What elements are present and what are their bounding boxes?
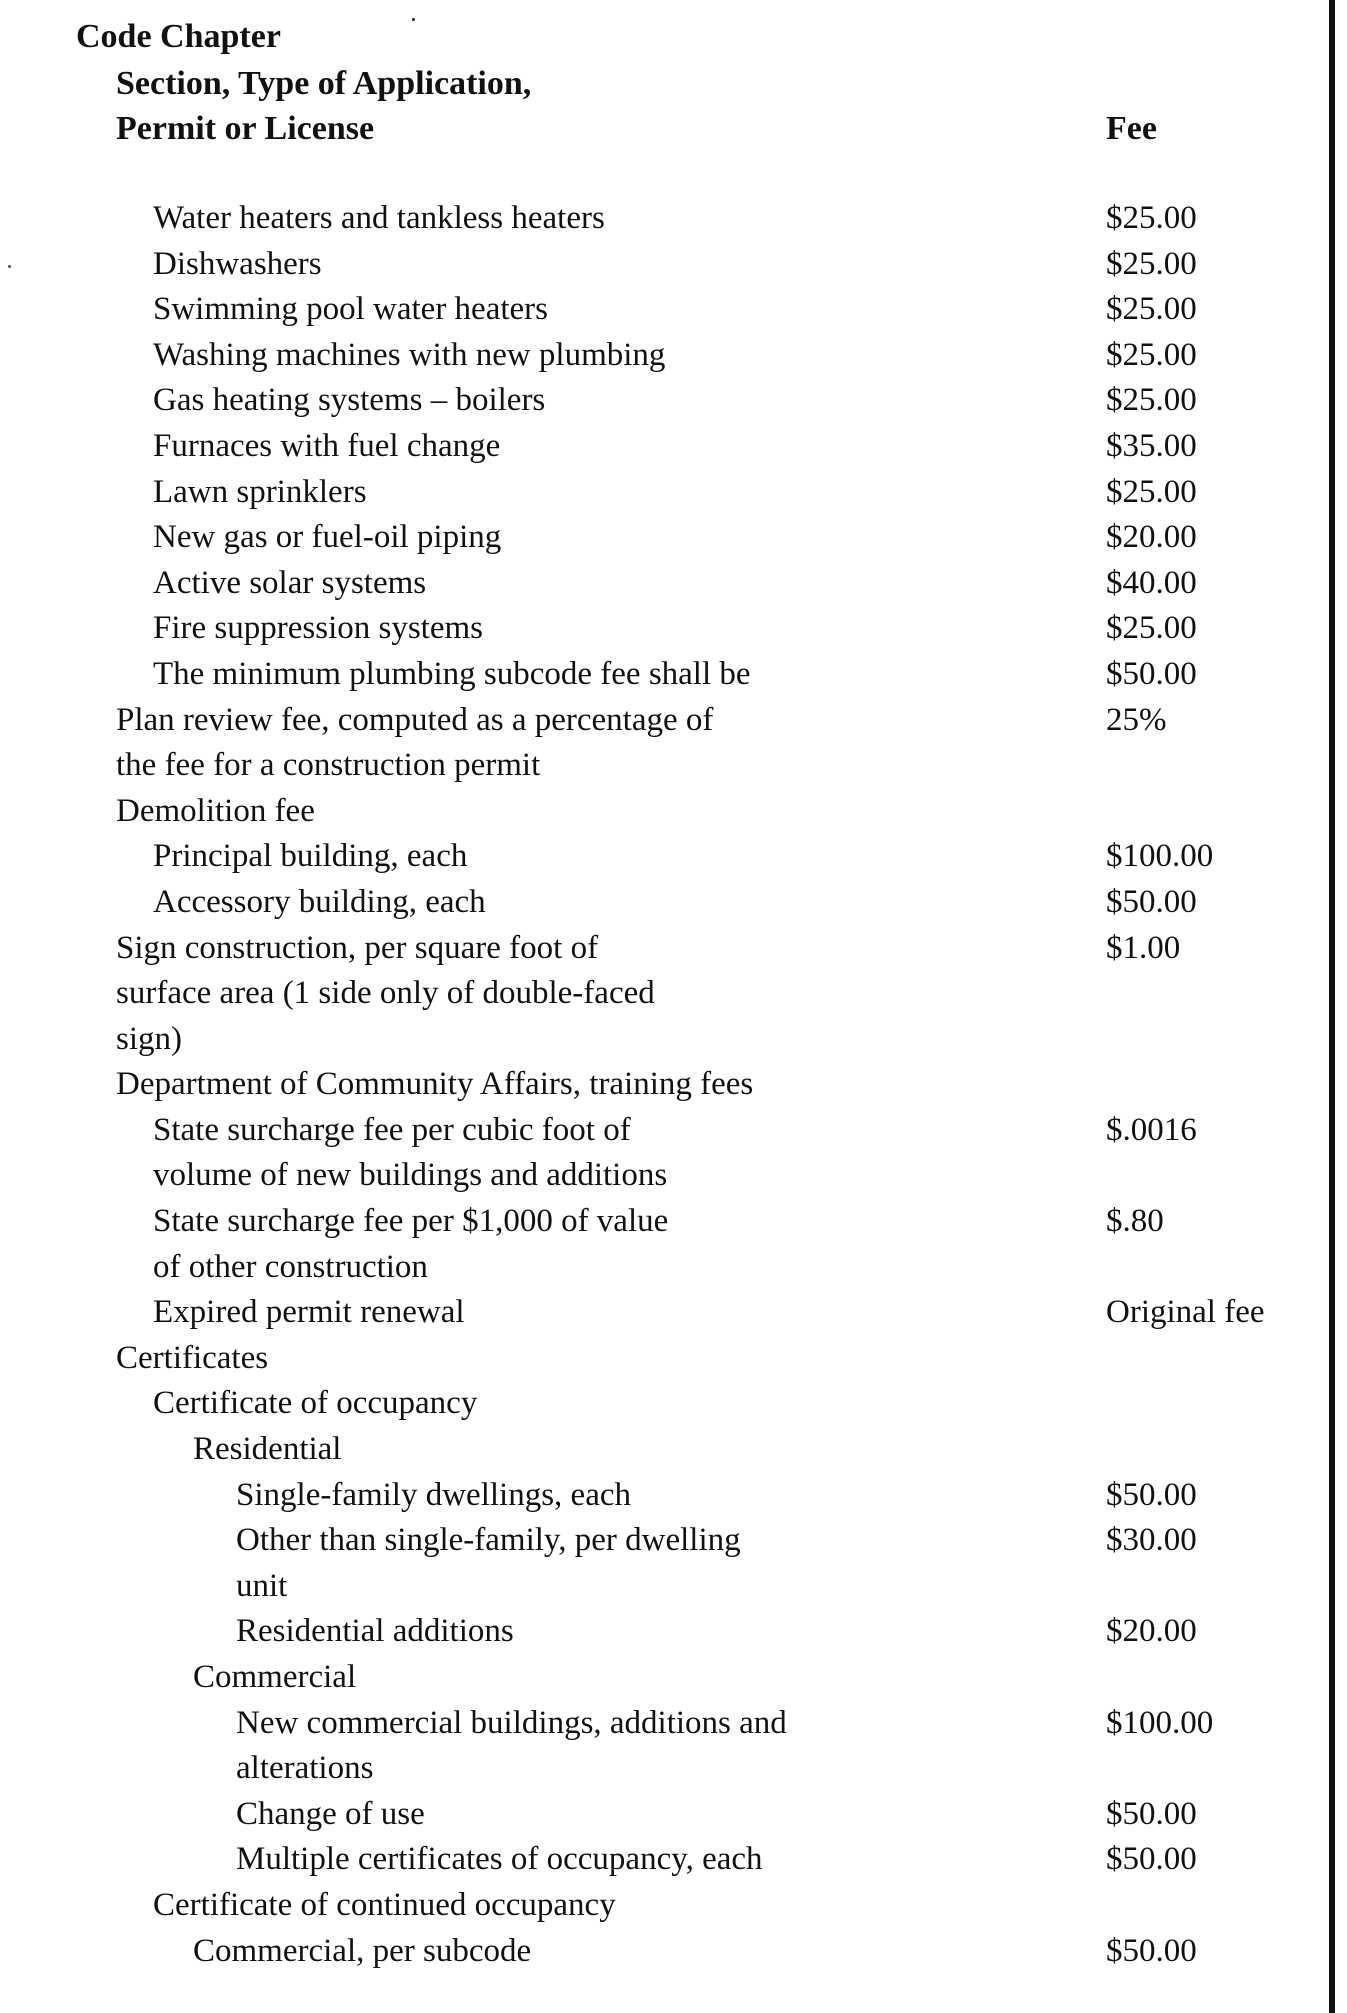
- table-row: [0, 196, 1320, 242]
- row-fee: $25.00: [1106, 610, 1197, 647]
- row-description: Other than single-family, per dwelling: [236, 1522, 741, 1559]
- right-border-rule: [1329, 0, 1335, 2013]
- table-row: [0, 333, 1320, 379]
- table-row: [0, 470, 1320, 516]
- row-description: Accessory building, each: [153, 883, 486, 920]
- row-fee: $25.00: [1106, 336, 1197, 373]
- row-description: New commercial buildings, additions and: [236, 1704, 787, 1741]
- row-description: Residential additions: [236, 1613, 514, 1650]
- row-description: Washing machines with new plumbing: [153, 336, 666, 373]
- row-description: Residential: [193, 1431, 342, 1468]
- table-row: [0, 1473, 1320, 1519]
- row-description: Commercial: [193, 1659, 357, 1695]
- table-row: [0, 424, 1320, 470]
- table-row: [0, 789, 1320, 835]
- row-description: Principal building, each: [153, 838, 468, 875]
- row-description: Dishwashers: [153, 245, 322, 282]
- table-row: [0, 1427, 1320, 1473]
- table-row: [0, 1381, 1320, 1427]
- row-description: Multiple certificates of occupancy, each: [236, 1841, 763, 1878]
- table-row: [0, 1655, 1320, 1701]
- row-description: unit: [236, 1567, 288, 1604]
- table-row: [0, 287, 1320, 333]
- row-fee: $50.00: [1106, 1932, 1197, 1969]
- row-description: Plan review fee, computed as a percentage of: [116, 701, 714, 738]
- row-description: New gas or fuel-oil piping: [153, 519, 502, 556]
- row-description: Certificate of continued occupancy: [153, 1886, 616, 1923]
- table-row: [0, 652, 1320, 698]
- row-description: Department of Community Affairs, training fees: [116, 1066, 754, 1103]
- table-row: [0, 834, 1320, 880]
- row-fee: $20.00: [1106, 1613, 1197, 1650]
- table-row: [0, 1792, 1320, 1838]
- row-description: Swimming pool water heaters: [153, 291, 549, 328]
- row-description: Certificate of occupancy: [153, 1385, 478, 1422]
- row-fee: $50.00: [1106, 883, 1197, 920]
- table-row: [0, 515, 1320, 561]
- row-fee: $40.00: [1106, 564, 1197, 601]
- header-fee: Fee: [1106, 110, 1157, 147]
- table-row: [0, 880, 1320, 926]
- table-row: [0, 1746, 1320, 1792]
- row-description: Commercial, per subcode: [193, 1932, 532, 1969]
- row-description: Sign construction, per square foot of: [116, 929, 599, 966]
- row-fee: $50.00: [1106, 655, 1197, 692]
- row-description: Furnaces with fuel change: [153, 427, 501, 464]
- row-fee: $25.00: [1106, 473, 1197, 510]
- row-description: Change of use: [236, 1795, 425, 1832]
- row-fee: Original fee: [1106, 1294, 1265, 1331]
- row-fee: $50.00: [1106, 1841, 1197, 1878]
- row-fee: $100.00: [1106, 1704, 1214, 1741]
- table-row: [0, 1609, 1320, 1655]
- table-row: [0, 606, 1320, 652]
- row-description: Certificates: [116, 1339, 269, 1376]
- row-description: State surcharge fee per cubic foot of: [153, 1111, 631, 1148]
- table-row: [0, 926, 1320, 972]
- row-description: Demolition fee: [116, 792, 315, 829]
- row-description: State surcharge fee per $1,000 of value: [153, 1203, 669, 1240]
- table-row: [0, 1153, 1320, 1199]
- table-row: [0, 971, 1320, 1017]
- table-row: [0, 1929, 1320, 1975]
- row-description: alterations: [236, 1750, 374, 1787]
- row-fee: $.0016: [1106, 1111, 1197, 1148]
- row-description: surface area (1 side only of double-faced: [116, 975, 655, 1012]
- header-section-type: Section, Type of Application,: [116, 65, 532, 102]
- row-description: Fire suppression systems: [153, 610, 483, 647]
- fee-schedule-rows: [0, 196, 1320, 1974]
- row-fee: $100.00: [1106, 838, 1214, 875]
- table-row: [0, 1564, 1320, 1610]
- row-fee: $25.00: [1106, 245, 1197, 282]
- row-fee: $25.00: [1106, 382, 1197, 419]
- table-row: [0, 1336, 1320, 1382]
- row-description: volume of new buildings and additions: [153, 1157, 668, 1194]
- table-row: [0, 1108, 1320, 1154]
- row-fee: 25%: [1106, 701, 1167, 738]
- table-row: [0, 1017, 1320, 1063]
- header-code-chapter: Code Chapter: [76, 18, 281, 55]
- row-fee: $20.00: [1106, 519, 1197, 556]
- table-row: [0, 378, 1320, 424]
- row-fee: $35.00: [1106, 427, 1197, 464]
- table-row: [0, 698, 1320, 744]
- row-description: of other construction: [153, 1248, 428, 1285]
- row-fee: $25.00: [1106, 200, 1197, 236]
- table-row: [0, 1883, 1320, 1929]
- row-description: Active solar systems: [153, 564, 427, 601]
- scan-speck: [412, 18, 415, 21]
- row-description: sign): [116, 1020, 182, 1057]
- row-description: Gas heating systems – boilers: [153, 382, 546, 419]
- table-row: [0, 1062, 1320, 1108]
- row-description: the fee for a construction permit: [116, 747, 541, 784]
- table-row: [0, 1245, 1320, 1291]
- table-row: [0, 1290, 1320, 1336]
- row-fee: $50.00: [1106, 1795, 1197, 1832]
- row-description: Water heaters and tankless heaters: [153, 200, 605, 236]
- row-fee: $30.00: [1106, 1522, 1197, 1559]
- table-row: [0, 1837, 1320, 1883]
- row-fee: $25.00: [1106, 291, 1197, 328]
- row-description: Expired permit renewal: [153, 1294, 465, 1331]
- table-row: [0, 1518, 1320, 1564]
- table-row: [0, 1701, 1320, 1747]
- table-row: [0, 561, 1320, 607]
- row-fee: $50.00: [1106, 1476, 1197, 1513]
- table-row: [0, 1199, 1320, 1245]
- table-row: [0, 242, 1320, 288]
- row-description: Single-family dwellings, each: [236, 1476, 631, 1513]
- row-description: Lawn sprinklers: [153, 473, 367, 510]
- row-fee: $.80: [1106, 1203, 1164, 1240]
- row-description: The minimum plumbing subcode fee shall be: [153, 655, 751, 692]
- table-row: [0, 743, 1320, 789]
- row-fee: $1.00: [1106, 929, 1181, 966]
- header-permit-license: Permit or License: [116, 110, 375, 147]
